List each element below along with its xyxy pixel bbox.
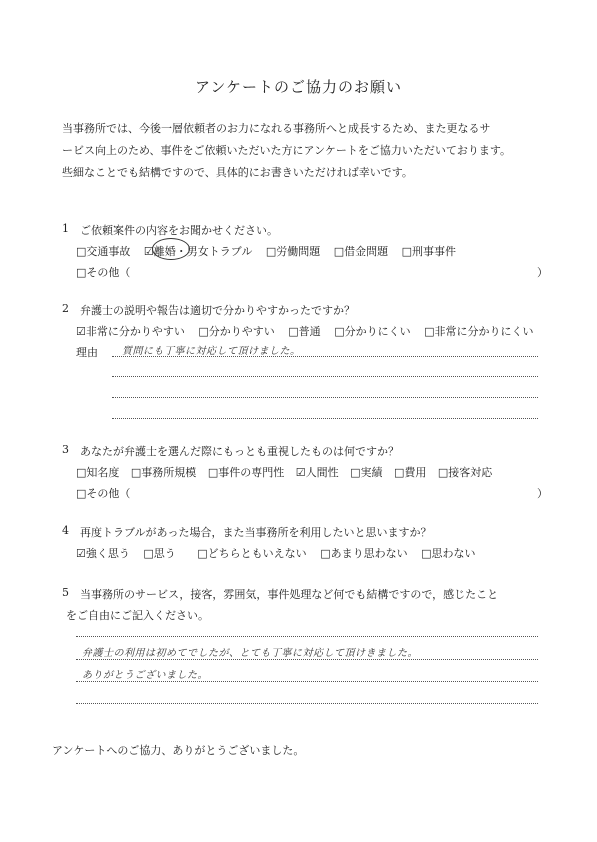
reason-line-3 — [112, 397, 538, 398]
option-expertise[interactable]: □事件の専門性 — [207, 466, 285, 479]
question-5-number: 5 — [62, 586, 69, 599]
reason-line-4 — [112, 418, 538, 419]
option-unclear[interactable]: □分かりにくい — [334, 325, 411, 338]
option-personality[interactable]: ☑人間性 — [295, 466, 339, 479]
option-customer-service[interactable]: □接客対応 — [437, 466, 493, 479]
question-3-other-close: ） — [537, 487, 548, 500]
question-1-number: 1 — [62, 222, 69, 235]
option-firm-size[interactable]: □事務所規模 — [130, 466, 197, 479]
question-1-other[interactable]: □その他（ — [76, 266, 131, 279]
intro-line-1: 当事務所では、今後一層依頼者のお力になれる事務所へと成長するため、また更なるサ — [62, 122, 491, 135]
question-4-number: 4 — [62, 524, 69, 537]
comment-line-4 — [76, 703, 538, 704]
option-debt[interactable]: □借金問題 — [333, 245, 389, 258]
intro-line-2: ービス向上のため、事件をご依頼いただいた方にアンケートをご協力いただいております。 — [62, 144, 512, 157]
reason-answer[interactable]: 質問にも丁寧に対応して頂けました。 — [122, 346, 301, 357]
question-3-number: 3 — [62, 443, 69, 456]
question-2-options — [76, 323, 544, 339]
option-very-clear[interactable]: ☑非常に分かりやすい — [76, 325, 185, 338]
question-2-text: 弁護士の説明や報告は適切で分かりやすかったですか？ — [80, 304, 355, 317]
option-disagree-somewhat[interactable]: □あまり思わない — [320, 547, 408, 560]
question-5-text-line-2: をご自由にご記入ください。 — [66, 609, 209, 622]
option-track-record[interactable]: □実績 — [350, 466, 383, 479]
page-title: アンケートのご協力のお願い — [194, 78, 403, 96]
option-neutral[interactable]: □どちらともいえない — [197, 547, 307, 560]
option-disagree[interactable]: □思わない — [421, 547, 476, 560]
handwritten-circle-mark — [152, 238, 190, 260]
option-agree[interactable]: □思う — [143, 547, 176, 560]
question-1-text: ご依頼案件の内容をお聞かせください。 — [80, 224, 278, 237]
comment-line-3 — [76, 681, 538, 682]
question-3-options — [76, 464, 492, 480]
option-normal[interactable]: □普通 — [288, 325, 321, 338]
question-2-number: 2 — [62, 302, 69, 315]
reason-line-2 — [112, 376, 538, 377]
question-1-options — [76, 243, 466, 259]
reason-label: 理由 — [76, 346, 98, 359]
option-traffic-accident[interactable]: □交通事故 — [76, 245, 131, 258]
closing-thanks: アンケートへのご協力、ありがとうございました。 — [52, 744, 305, 757]
question-4-text: 再度トラブルがあった場合，また当事務所を利用したいと思いますか？ — [80, 526, 432, 539]
option-very-unclear[interactable]: □非常に分かりにくい — [424, 325, 534, 338]
question-3-text: あなたが弁護士を選んだ際にもっとも重視したものは何ですか？ — [80, 445, 399, 458]
option-clear[interactable]: □分かりやすい — [198, 325, 275, 338]
option-reputation[interactable]: □知名度 — [76, 466, 120, 479]
comment-answer-line-2[interactable]: ありがとうございました。 — [82, 670, 208, 681]
question-4-options — [76, 545, 486, 561]
option-divorce[interactable]: ☑離婚・男女トラブル — [143, 245, 253, 258]
comment-line-2 — [76, 659, 538, 660]
question-1-other-close: ） — [537, 266, 548, 279]
comment-line-1 — [76, 636, 538, 637]
reason-line-1 — [112, 356, 538, 357]
question-5-text-line-1: 当事務所のサービス，接客，雰囲気，事件処理など何でも結構ですので，感じたこと — [80, 588, 499, 601]
option-cost[interactable]: □費用 — [394, 466, 427, 479]
option-strongly-agree[interactable]: ☑強く思う — [76, 547, 130, 560]
intro-line-3: 些細なことでも結構ですので、具体的にお書きいただければ幸いです。 — [62, 166, 413, 179]
question-3-other[interactable]: □その他（ — [76, 487, 131, 500]
option-labor[interactable]: □労働問題 — [265, 245, 321, 258]
option-criminal[interactable]: □刑事事件 — [401, 245, 457, 258]
comment-answer-line-1[interactable]: 弁護士の利用は初めてでしたが、とても丁寧に対応して頂けきました。 — [82, 648, 418, 659]
